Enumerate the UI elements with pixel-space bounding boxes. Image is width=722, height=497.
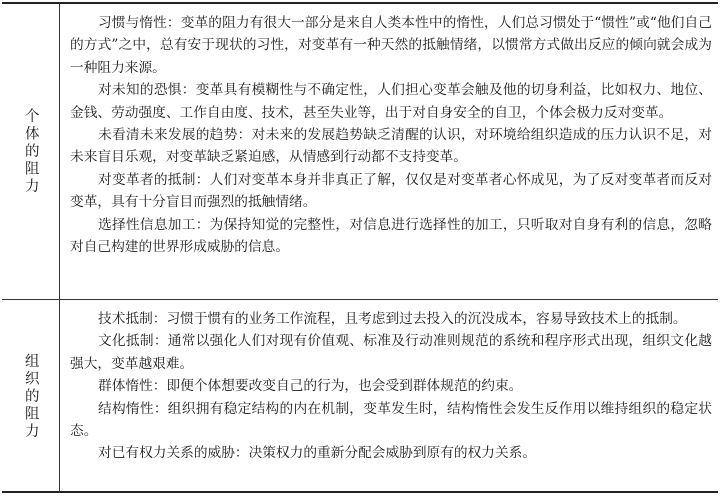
paragraph-power-threat: 对已有权力关系的威胁：决策权力的重新分配会威胁到原有的权力关系。 (98, 445, 537, 462)
paragraph-technical-resistance: 技术抵制：习惯于惯有的业务工作流程，且考虑到过去投入的沉没成本，容易导致技术上的抵制。 (98, 311, 687, 327)
row-content-cell (60, 300, 718, 493)
row-header-individual: 个体的阻力 (22, 107, 39, 196)
row-header-organizational: 组织的阻力 (22, 352, 39, 441)
row-header-cell (2, 4, 60, 299)
paragraph-fear-of-unknown: 对未知的恐惧：变革具有模糊性与不确定性，人们担心变革会触及他的切身利益，比如权力、地位、金钱、劳动强度、工作自由度、技术，甚至失业等，出于对自身安全的自卫，个体会极力反对变革。 (70, 82, 712, 121)
paragraph-cultural-resistance: 文化抵制：通常以强化人们对现有价值观、标准及行动准则规范的系统和程序形式出现，组织文化越强大，变革越艰难。 (70, 333, 712, 372)
paragraph-group-inertia: 群体惰性：即便个体想要改变自己的行为，也会受到群体规范的约束。 (98, 378, 523, 395)
paragraph-selective-processing: 选择性信息加工：为保持知觉的完整性，对信息进行选择性的加工，只听取对自身有利的信息，忽略对自己构建的世界形成威胁的信息。 (70, 216, 712, 256)
paragraph-resist-change-agent: 对变革者的抵制：人们对变革本身并非真正了解，仅仅是对变革者心怀成见，为了反对变革者而反对变革，具有十分盲目而强烈的抵触情绪。 (70, 171, 712, 211)
table-row-organizational (2, 300, 718, 493)
row-header-cell (2, 300, 60, 493)
table-row-individual (2, 4, 718, 300)
row-content-cell (60, 4, 718, 299)
paragraph-future-trend: 未看清未来发展的趋势：对未来的发展趋势缺乏清醒的认识，对环境给组织造成的压力认识不足，对未来盲目乐观，对变革缺乏紧迫感，从情感到行动都不支持变革。 (70, 127, 712, 166)
paragraph-habit-inertia: 习惯与惰性：变革的阻力有很大一部分是来自人类本性中的惰性，人们总习惯处于“惯性”或“他们自己的方式”之中，总有安于现状的习性，对变革有一种天然的抵触情绪，以惯常方式做出反应的倾向就会成为一种阻力来源。 (70, 15, 712, 76)
resistance-table (2, 2, 718, 493)
paragraph-structural-inertia: 结构惰性：组织拥有稳定结构的内在机制，变革发生时，结构惰性会发生反作用以维持组织的稳定状态。 (70, 400, 712, 440)
